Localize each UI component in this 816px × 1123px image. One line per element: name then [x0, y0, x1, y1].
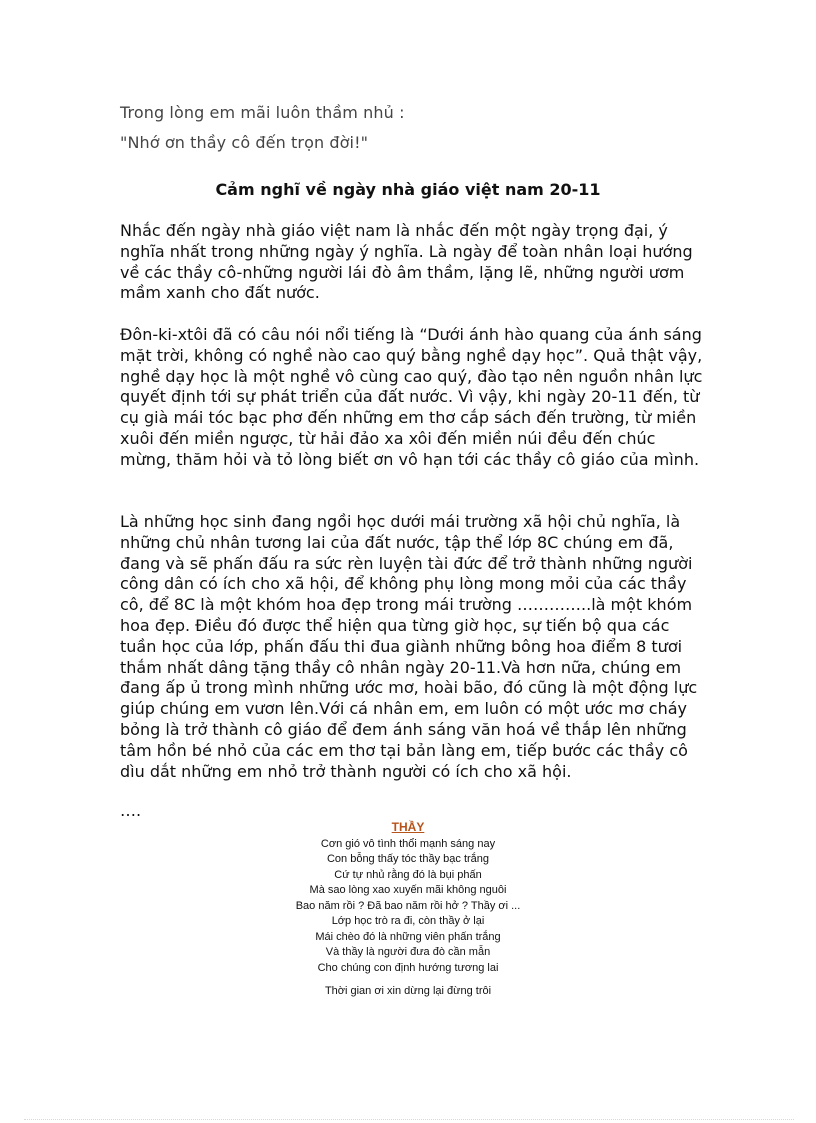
page-bottom-divider: [24, 1119, 794, 1120]
poem-last-line: Thời gian ơi xin dừng lại đừng trôi: [324, 985, 492, 997]
poem-line: Cơn gió vô tình thổi mạnh sáng nay: [320, 837, 496, 850]
intro-line-2: "Nhớ ơn thầy cô đến trọn đời!": [120, 133, 369, 152]
poem-stanza-gap: [0, 976, 816, 984]
essay-title: Cảm nghĩ về ngày nhà giáo việt nam 20-11: [215, 180, 601, 199]
ellipsis-marker: ….: [120, 801, 142, 820]
poem-line: Và thầy là người đưa đò cần mẫn: [325, 946, 491, 958]
poem-title: THẦY: [391, 820, 425, 834]
poem-line: Con bỗng thấy tóc thầy bạc trắng: [326, 853, 490, 865]
poem-line: Lớp học trò ra đi, còn thầy ở lại: [331, 915, 485, 927]
poem-line: Mà sao lòng xao xuyến mãi không nguôi: [309, 884, 507, 896]
paragraph-2: Đôn-ki-xtôi đã có câu nói nổi tiếng là “Dưới ánh hào quang của ánh sáng mặt trời, không có nghề nào cao quý bằng nghề dạy học”. Quả thật vậy, nghề dạy học là một nghề vô cùng cao quý, đào tạo nên nguồn nhân lực quyết định tới sự phát triển của đất nước. Vì vậy, khi ngày 20-11 đến, từ cụ già mái tóc bạc phơ đến những em thơ cắp sách đến trường, từ miền xuôi đến miền ngược, từ hải đảo xa xôi đến miền núi đều đến chúc mừng, thăm hỏi và tỏ lòng biết ơn vô hạn tới các thầy cô giáo của mình.: [120, 325, 703, 469]
paragraph-1: Nhắc đến ngày nhà giáo việt nam là nhắc đến một ngày trọng đại, ý nghĩa nhất trong những ngày ý nghĩa. Là ngày để toàn nhân loại hướng về các thầy cô-những người lái đò âm thầm, lặng lẽ, những người ươm mầm xanh cho đất nước.: [120, 221, 693, 303]
poem-line: Cứ tự nhủ rằng đó là bụi phấn: [334, 868, 482, 881]
intro-line-1: Trong lòng em mãi luôn thầm nhủ :: [120, 103, 405, 122]
poem: [0, 820, 816, 1000]
poem-line: Cho chúng con định hướng tương lai: [317, 961, 499, 974]
poem-line: Mái chèo đó là những viên phấn trắng: [315, 930, 501, 943]
paragraph-3: Là những học sinh đang ngồi học dưới mái trường xã hội chủ nghĩa, là những chủ nhân tương lai của đất nước, tập thể lớp 8C chúng em đã, đang và sẽ phấn đấu ra sức rèn luyện tài đức để trở thành những người công dân có ích cho xã hội, để không phụ lòng mong mỏi của các thầy cô, để 8C là một khóm hoa đẹp trong mái trường …………..là một khóm hoa đẹp. Điều đó được thể hiện qua từng giờ học, sự tiến bộ qua các tuần học của lớp, phấn đấu thi đua giành những bông hoa điểm 8 tươi thắm nhất dâng tặng thầy cô nhân ngày 20-11.Và hơn nữa, chúng em đang ấp ủ trong mình những ước mơ, hoài bão, đó cũng là một động lực giúp chúng em vươn lên.Với cá nhân em, em luôn có một ước mơ cháy bỏng là trở thành cô giáo để đem ánh sáng văn hoá về thắp lên những tâm hồn bé nhỏ của các em thơ tại bản làng em, tiếp bước các thầy cô dìu dắt những em nhỏ trở thành người có ích cho xã hội.: [120, 512, 698, 781]
poem-line: Bao năm rồi ? Đã bao năm rồi hở ? Thầy ơi ...: [295, 899, 521, 912]
